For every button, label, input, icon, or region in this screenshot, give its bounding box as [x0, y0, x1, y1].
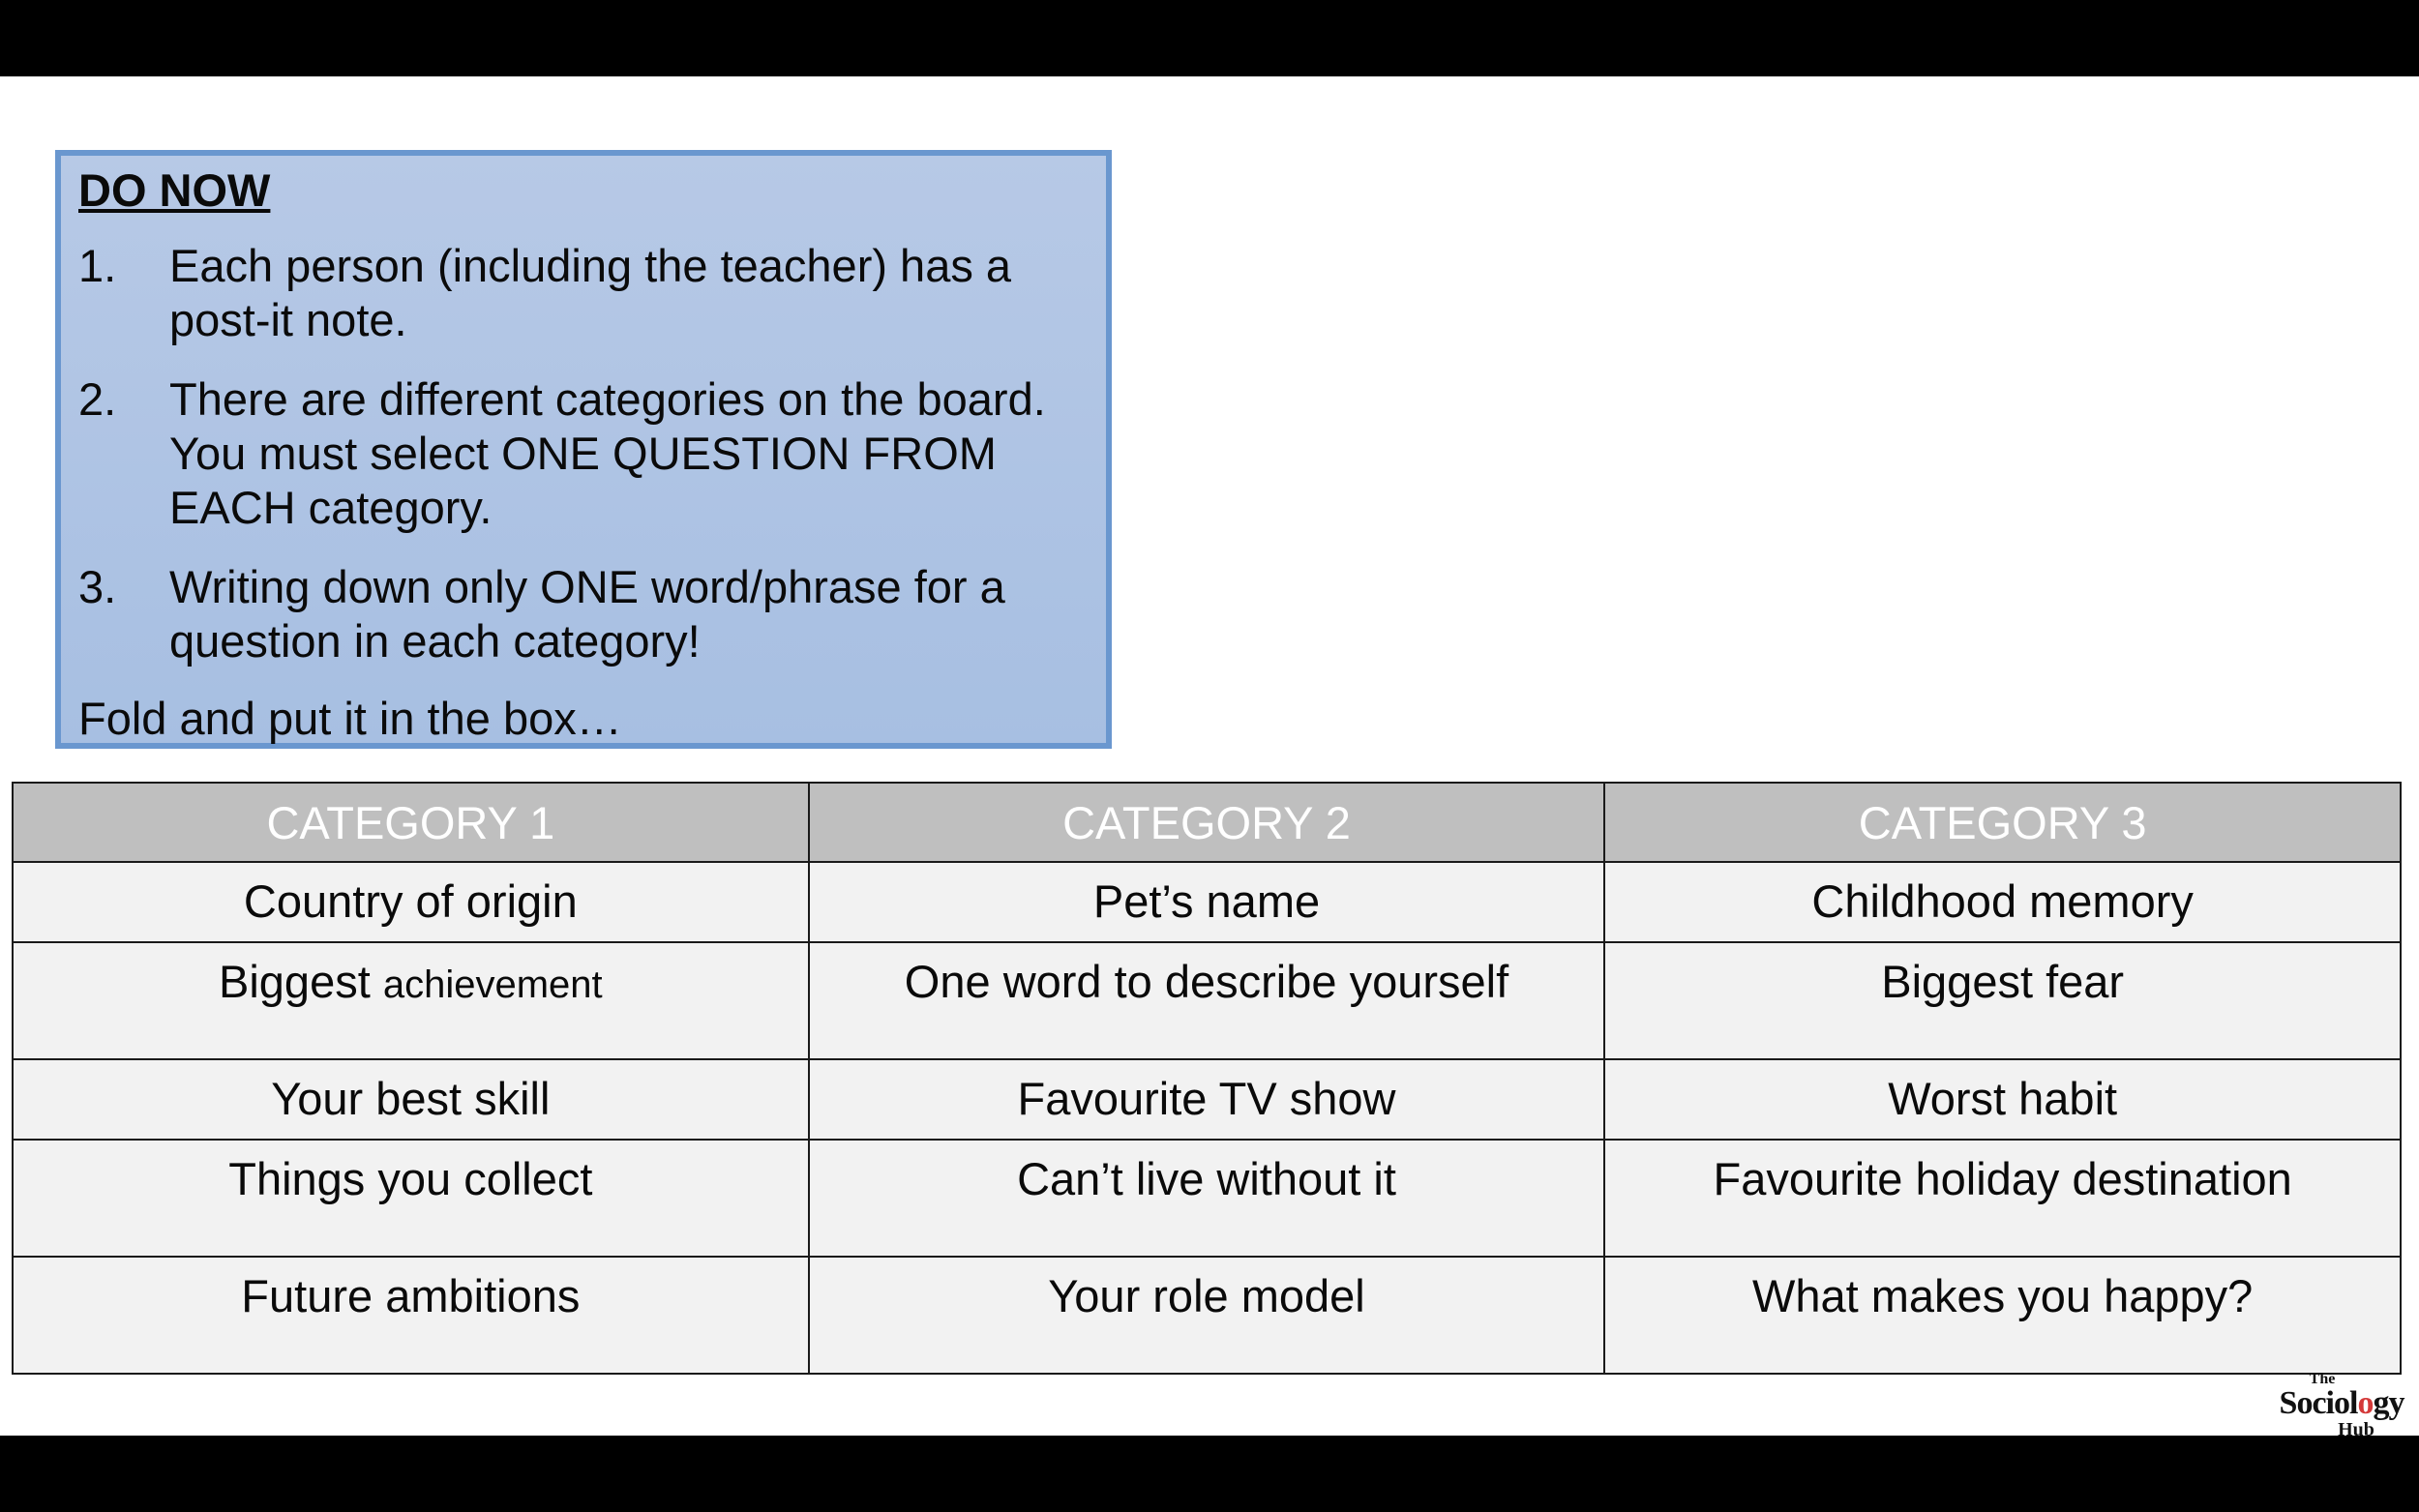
do-now-title: DO NOW	[78, 164, 271, 216]
table-cell: Country of origin	[13, 862, 809, 942]
column-header-category-2: CATEGORY 2	[809, 783, 1605, 862]
table-header-row	[13, 783, 2401, 862]
table-cell: Worst habit	[1604, 1059, 2401, 1140]
logo-line-1: The	[2309, 1371, 2336, 1387]
table-cell: Favourite holiday destination	[1604, 1140, 2401, 1257]
do-now-item-number: 1.	[78, 240, 117, 291]
sociology-hub-logo	[2274, 1371, 2409, 1440]
category-table	[12, 782, 2402, 1375]
logo-line-3: Hub	[2338, 1419, 2374, 1440]
do-now-item-text: Writing down only ONE word/phrase for a question in each category!	[169, 561, 1005, 667]
do-now-box	[55, 150, 1112, 749]
table-cell: Favourite TV show	[809, 1059, 1605, 1140]
do-now-item-number: 2.	[78, 373, 117, 425]
logo-line-2	[2274, 1387, 2409, 1420]
do-now-item-text: There are different categories on the board. You must select ONE QUESTION FROM EACH category.	[169, 373, 1046, 533]
do-now-item	[78, 372, 1089, 535]
cell-text-part: achievement	[382, 964, 603, 1006]
table-cell: Future ambitions	[13, 1257, 809, 1374]
table-cell: Your best skill	[13, 1059, 809, 1140]
do-now-list	[78, 239, 1089, 668]
logo-text-part: gy	[2373, 1385, 2404, 1421]
table-cell: Can’t live without it	[809, 1140, 1605, 1257]
do-now-item-text: Each person (including the teacher) has a post-it note.	[169, 240, 1012, 345]
table-cell: Childhood memory	[1604, 862, 2401, 942]
table-cell: One word to describe yourself	[809, 942, 1605, 1059]
table-row	[13, 1140, 2401, 1257]
do-now-item	[78, 560, 1089, 668]
do-now-footer: Fold and put it in the box…	[78, 693, 622, 744]
logo-text-part: o	[2357, 1385, 2374, 1421]
column-header-category-3: CATEGORY 3	[1604, 783, 2401, 862]
table-cell: Biggest fear	[1604, 942, 2401, 1059]
table-cell: Your role model	[809, 1257, 1605, 1374]
table-row	[13, 942, 2401, 1059]
slide	[0, 76, 2419, 1436]
table-row	[13, 1257, 2401, 1374]
do-now-item-number: 3.	[78, 561, 117, 612]
table-cell	[13, 942, 809, 1059]
logo-text-part: Sociol	[2279, 1385, 2358, 1421]
table-row	[13, 862, 2401, 942]
cell-text-part: Biggest	[219, 956, 371, 1007]
table-cell: Things you collect	[13, 1140, 809, 1257]
table-cell: What makes you happy?	[1604, 1257, 2401, 1374]
do-now-item	[78, 239, 1089, 347]
table-cell: Pet’s name	[809, 862, 1605, 942]
table-row	[13, 1059, 2401, 1140]
column-header-category-1: CATEGORY 1	[13, 783, 809, 862]
